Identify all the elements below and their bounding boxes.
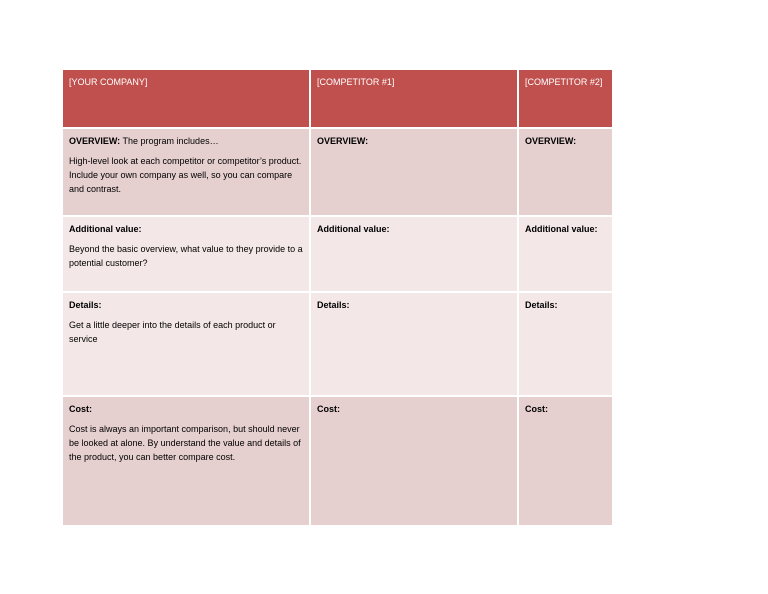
details-label: Details: <box>69 300 102 310</box>
overview-heading <box>69 134 303 148</box>
header-competitor-2-text: [COMPETITOR #2] <box>525 77 603 87</box>
header-your-company-text: [YOUR COMPANY] <box>69 77 148 87</box>
cost-your-company <box>63 397 309 525</box>
header-competitor-2 <box>519 70 612 127</box>
header-your-company <box>63 70 309 127</box>
overview-label: OVERVIEW: <box>69 136 121 146</box>
additional-value-your-company <box>63 217 309 291</box>
overview-your-company <box>63 129 309 215</box>
overview-competitor-2-label: OVERVIEW: <box>525 136 577 146</box>
additional-value-label: Additional value: <box>69 224 142 234</box>
additional-value-description: Beyond the basic overview, what value to they provide to a potential customer? <box>69 244 303 268</box>
additional-value-competitor-1-label: Additional value: <box>317 224 390 234</box>
cost-label: Cost: <box>69 404 92 414</box>
cost-competitor-2-label: Cost: <box>525 404 548 414</box>
overview-competitor-2 <box>519 129 612 215</box>
details-description: Get a little deeper into the details of each product or service <box>69 320 276 344</box>
details-competitor-2-label: Details: <box>525 300 558 310</box>
details-your-company <box>63 293 309 395</box>
details-competitor-2 <box>519 293 612 395</box>
header-competitor-1 <box>311 70 517 127</box>
overview-competitor-1-label: OVERVIEW: <box>317 136 369 146</box>
additional-value-competitor-2 <box>519 217 612 291</box>
overview-description: High-level look at each competitor or competitor’s product. Include your own company as well, so you can compare and contrast. <box>69 156 302 194</box>
additional-value-competitor-2-label: Additional value: <box>525 224 598 234</box>
details-competitor-1 <box>311 293 517 395</box>
overview-competitor-1 <box>311 129 517 215</box>
cost-competitor-1 <box>311 397 517 525</box>
comparison-table <box>63 70 612 525</box>
cost-competitor-1-label: Cost: <box>317 404 340 414</box>
overview-inline-text: The program includes… <box>120 136 219 146</box>
cost-competitor-2 <box>519 397 612 525</box>
details-competitor-1-label: Details: <box>317 300 350 310</box>
additional-value-competitor-1 <box>311 217 517 291</box>
header-competitor-1-text: [COMPETITOR #1] <box>317 77 395 87</box>
cost-description: Cost is always an important comparison, but should never be looked at alone. By understand the value and details of the product, you can better compare cost. <box>69 424 301 462</box>
